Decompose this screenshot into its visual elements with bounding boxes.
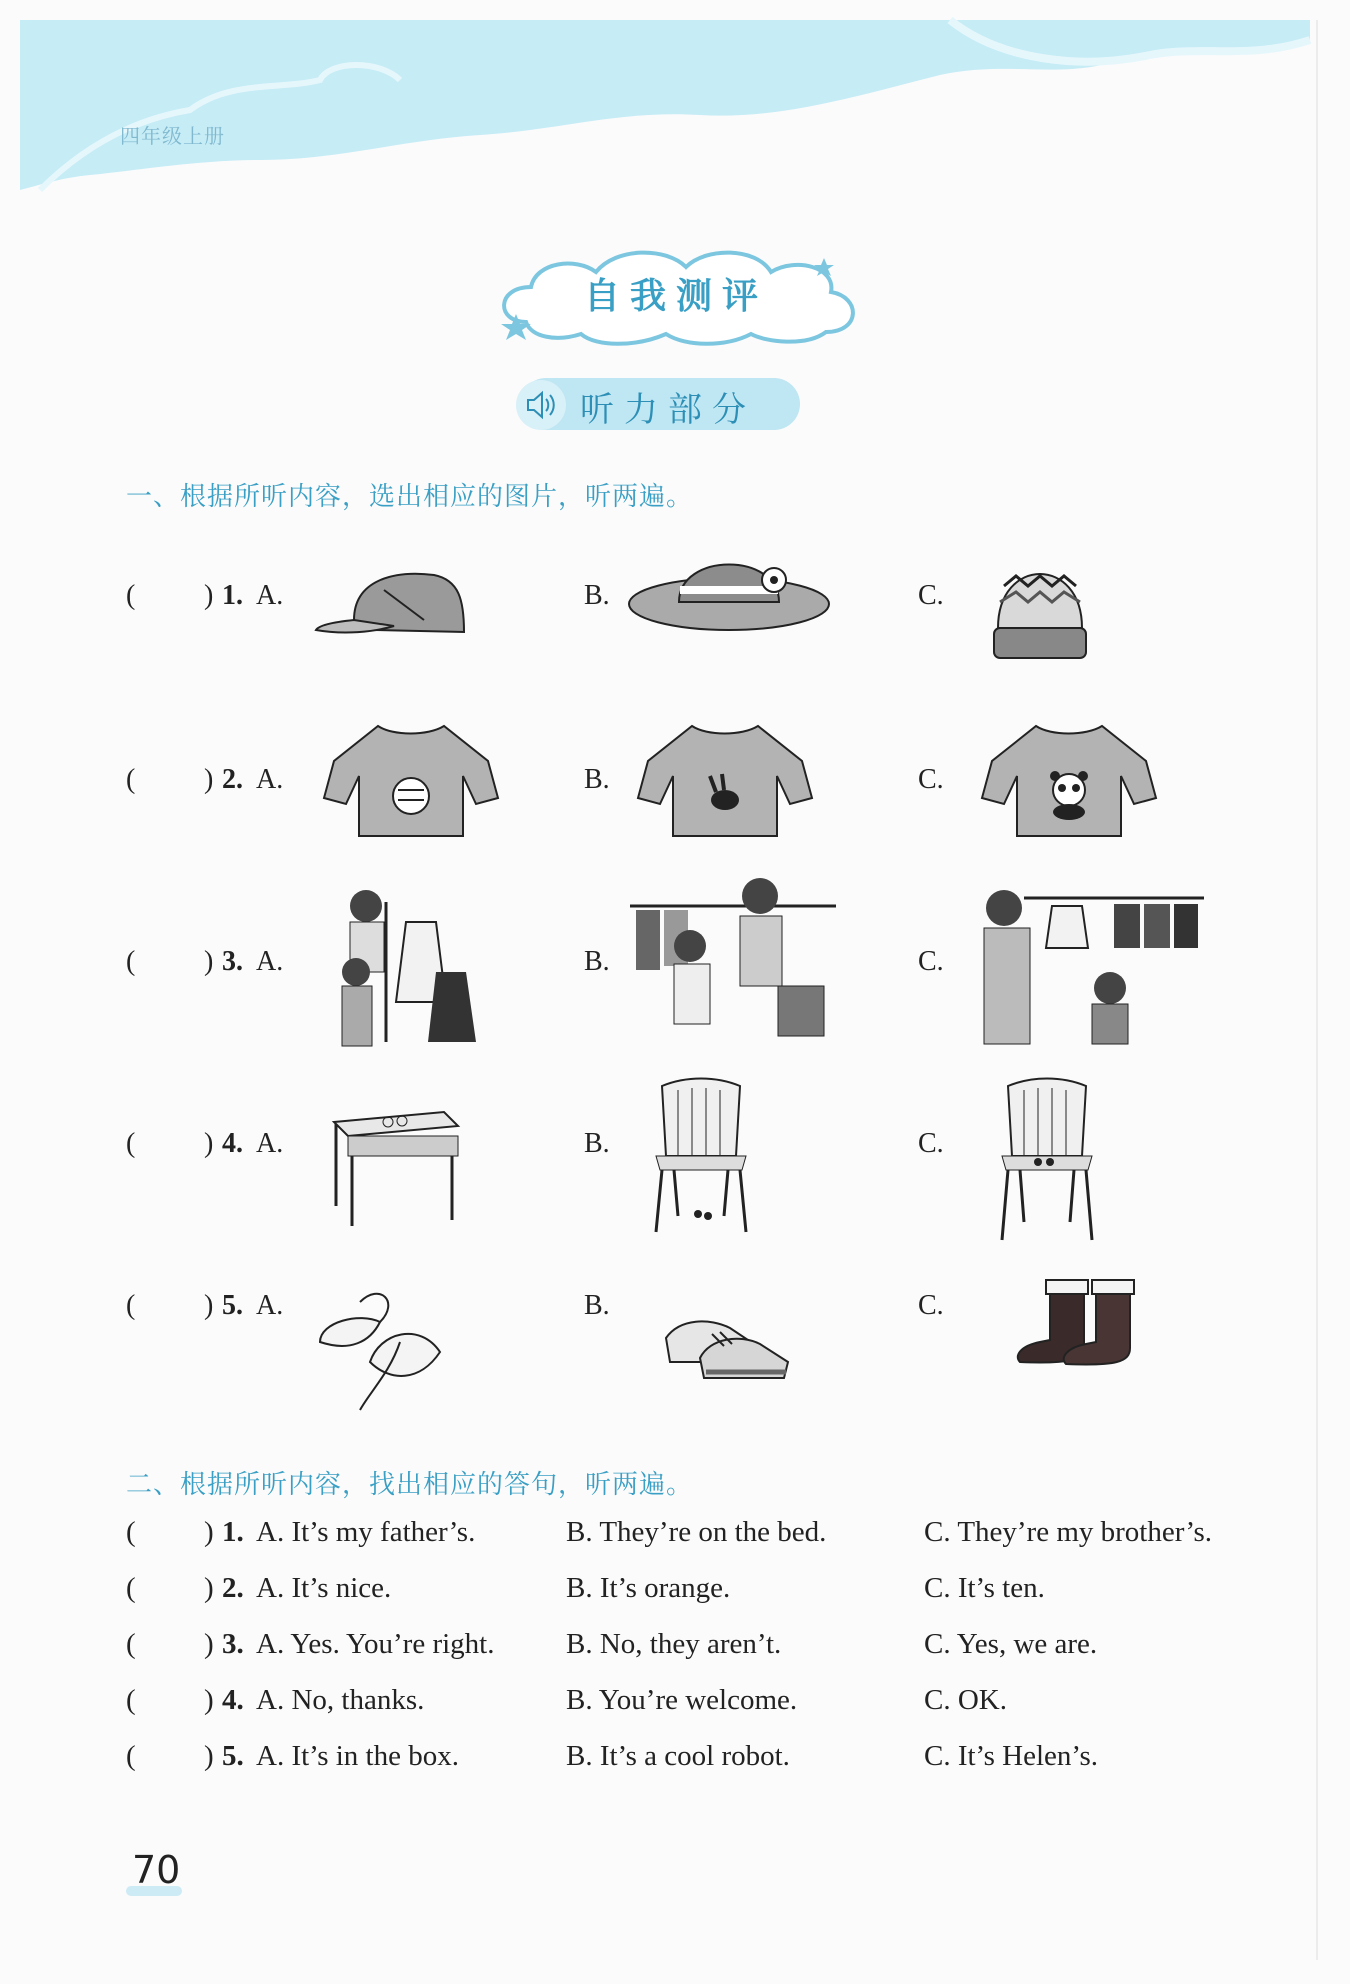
answer-paren-open: ( (126, 1740, 136, 1772)
sky-cloud-header (0, 0, 1350, 200)
option-b-label: B. (584, 764, 610, 795)
page-number: 70 (132, 1848, 181, 1892)
answer-paren-close: ) (204, 1290, 214, 1321)
option-b-label: B. (584, 1290, 610, 1321)
option-c-text: C. It’s ten. (924, 1572, 1045, 1604)
answer-paren-open: ( (126, 764, 136, 795)
option-a-label: A. (256, 1290, 284, 1321)
glasses-on-chair-icon[interactable] (992, 1076, 1102, 1244)
mother-son-shirt-scene[interactable] (964, 878, 1204, 1048)
answer-paren-close: ) (204, 1684, 214, 1716)
answer-paren-close: ) (204, 1628, 214, 1660)
question-number: 2. (222, 1572, 244, 1604)
rabbit-sweater-icon[interactable] (632, 716, 818, 840)
question-number: 4. (222, 1684, 244, 1716)
page-title: 自我测评 (583, 276, 768, 317)
question-row-5 (0, 1276, 1350, 1416)
question-row-4 (0, 1076, 1350, 1216)
question-row-3 (0, 876, 1350, 1016)
option-c-text: C. They’re my brother’s. (924, 1516, 1213, 1548)
option-a-text: A. Yes. You’re right. (256, 1628, 495, 1660)
answer-row-1 (0, 1516, 1350, 1560)
answer-paren-close: ) (204, 1740, 214, 1772)
option-a-label: A. (256, 580, 284, 611)
answer-paren-open: ( (126, 1684, 136, 1716)
answer-paren-close: ) (204, 946, 214, 977)
option-a-label: A. (256, 764, 284, 795)
section-title: 听力部分 (580, 390, 756, 430)
option-c-label: C. (918, 580, 944, 611)
answer-row-3 (0, 1628, 1350, 1672)
option-b-text: B. It’s a cool robot. (566, 1740, 790, 1772)
knit-beanie-icon[interactable] (990, 536, 1090, 664)
option-b-label: B. (584, 1128, 610, 1159)
option-c-label: C. (918, 1290, 944, 1321)
answer-paren-close: ) (204, 580, 214, 611)
mother-daughter-dress-scene[interactable] (316, 882, 496, 1052)
winter-boots-icon[interactable] (1010, 1276, 1156, 1372)
answer-paren-close: ) (204, 764, 214, 795)
question-row-1 (0, 560, 1350, 700)
answer-paren-open: ( (126, 1572, 136, 1604)
answer-row-5 (0, 1740, 1350, 1784)
answer-paren-open: ( (126, 1516, 136, 1548)
part2-instruction: 二、根据所听内容，找出相应的答句，听两遍。 (126, 1470, 694, 1500)
option-b-text: B. They’re on the bed. (566, 1516, 827, 1548)
question-number: 2. (222, 764, 243, 795)
question-number: 1. (222, 1516, 244, 1548)
option-c-text: C. OK. (924, 1684, 1007, 1716)
option-c-label: C. (918, 764, 944, 795)
answer-paren-open: ( (126, 580, 136, 611)
option-c-label: C. (918, 946, 944, 977)
option-a-text: A. It’s in the box. (256, 1740, 459, 1772)
option-a-label: A. (256, 946, 284, 977)
answer-paren-close: ) (204, 1572, 214, 1604)
option-a-text: A. No, thanks. (256, 1684, 425, 1716)
answer-row-2 (0, 1572, 1350, 1616)
option-c-text: C. Yes, we are. (924, 1628, 1098, 1660)
ballet-shoes-icon[interactable] (310, 1282, 450, 1412)
glasses-under-chair-icon[interactable] (646, 1076, 756, 1236)
grade-label: 四年级上册 (120, 124, 225, 148)
question-number: 1. (222, 580, 243, 611)
answer-row-4 (0, 1684, 1350, 1728)
question-number: 5. (222, 1290, 243, 1321)
option-b-text: B. It’s orange. (566, 1572, 731, 1604)
answer-paren-open: ( (126, 1290, 136, 1321)
option-b-label: B. (584, 946, 610, 977)
sneakers-icon[interactable] (660, 1288, 796, 1388)
option-b-label: B. (584, 580, 610, 611)
option-c-label: C. (918, 1128, 944, 1159)
answer-paren-open: ( (126, 1628, 136, 1660)
question-number: 5. (222, 1740, 244, 1772)
speaker-icon (516, 380, 566, 430)
option-b-text: B. You’re welcome. (566, 1684, 798, 1716)
question-number: 4. (222, 1128, 243, 1159)
tiger-sweater-icon[interactable] (318, 716, 504, 840)
sun-hat-icon[interactable] (624, 542, 834, 642)
option-b-text: B. No, they aren’t. (566, 1628, 782, 1660)
option-a-text: A. It’s my father’s. (256, 1516, 476, 1548)
option-a-label: A. (256, 1128, 284, 1159)
question-number: 3. (222, 1628, 244, 1660)
answer-paren-open: ( (126, 946, 136, 977)
part1-instruction: 一、根据所听内容，选出相应的图片，听两遍。 (126, 482, 694, 512)
mother-son-shorts-scene[interactable] (630, 876, 836, 1052)
question-row-2 (0, 716, 1350, 856)
answer-paren-close: ) (204, 1516, 214, 1548)
question-number: 3. (222, 946, 243, 977)
option-c-text: C. It’s Helen’s. (924, 1740, 1098, 1772)
answer-paren-open: ( (126, 1128, 136, 1159)
glasses-on-desk-icon[interactable] (324, 1102, 464, 1232)
panda-sweater-icon[interactable] (976, 716, 1162, 840)
answer-paren-close: ) (204, 1128, 214, 1159)
option-a-text: A. It’s nice. (256, 1572, 392, 1604)
baseball-cap-icon[interactable] (314, 560, 474, 640)
